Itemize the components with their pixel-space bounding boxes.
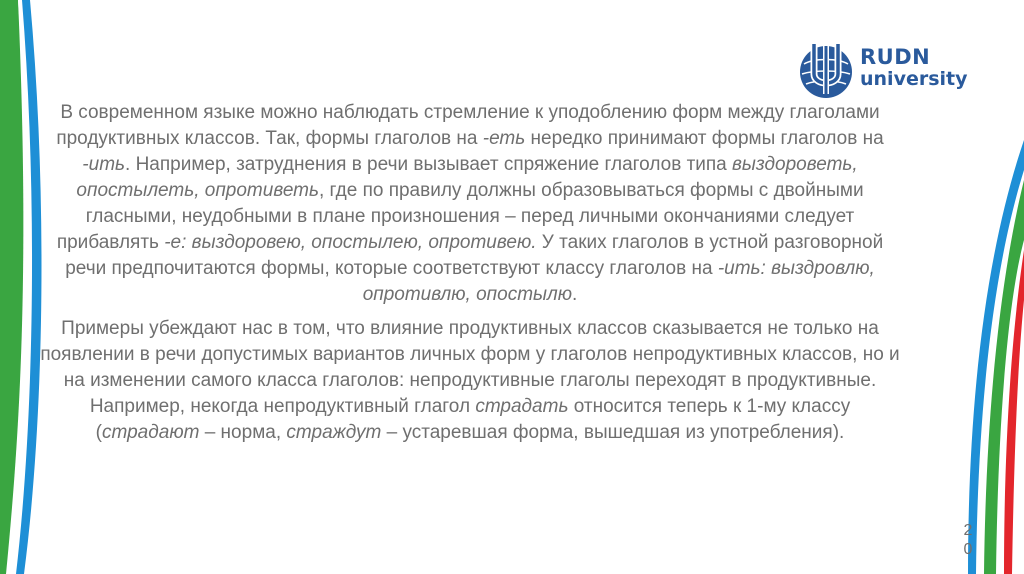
italic-run: страдают xyxy=(102,422,200,443)
text-run: В современном языке можно наблюдать стремление к уподоблению форм между глаголами продуктивных классов. Так, формы глаголов на xyxy=(56,102,880,149)
logo-line-university: university xyxy=(860,68,968,90)
text-run: . Например, затруднения в речи вызывает спряжение глаголов типа xyxy=(125,154,733,175)
text-run: , где по правилу должны образовываться формы с двойными гласными, неудобными в плане произношения – перед личными окончаниями следует прибавлять xyxy=(56,180,864,253)
italic-run: -ить: выздровлю, опротивлю, опостылю xyxy=(362,258,875,305)
text-run: – норма, xyxy=(199,422,287,443)
logo-line-rudn: RUDN xyxy=(860,45,931,69)
paragraph-1 xyxy=(40,100,900,308)
logo-wordmark xyxy=(860,46,968,90)
text-run: относится теперь к 1-му классу ( xyxy=(95,396,851,443)
paragraph-2 xyxy=(40,316,900,446)
italic-run: -еть xyxy=(482,128,526,149)
page-number-digit-2: 0 xyxy=(963,541,973,558)
text-run: . xyxy=(572,284,578,305)
italic-run: -ить xyxy=(82,154,126,175)
text-run: – устаревшая форма, вышедшая из употребления). xyxy=(381,422,845,443)
text-run: Примеры убеждают нас в том, что влияние продуктивных классов сказывается не только на появлении в речи допустимых вариантов личных форм у глаголов непродуктивных классов, но и на изменении самого класса глаголов: непродуктивные глаголы переходят в продуктивные. Например, некогда непродуктивный глагол xyxy=(40,318,900,417)
italic-run: страдать xyxy=(475,396,569,417)
italic-run: выздороветь, опостылеть, опротиветь xyxy=(76,154,858,201)
text-run: нередко принимают формы глаголов на xyxy=(525,128,884,149)
text-run: У таких глаголов в устной разговорной речи предпочитаются формы, которые соответствуют классу глаголов на xyxy=(65,232,884,279)
italic-run: -е: выздоровею, опостылею, опротивею. xyxy=(164,232,537,253)
italic-run: страждут xyxy=(286,422,382,443)
slide-body xyxy=(40,100,900,454)
page-number-digit-1: 2 xyxy=(963,522,973,539)
page-number xyxy=(962,521,974,559)
